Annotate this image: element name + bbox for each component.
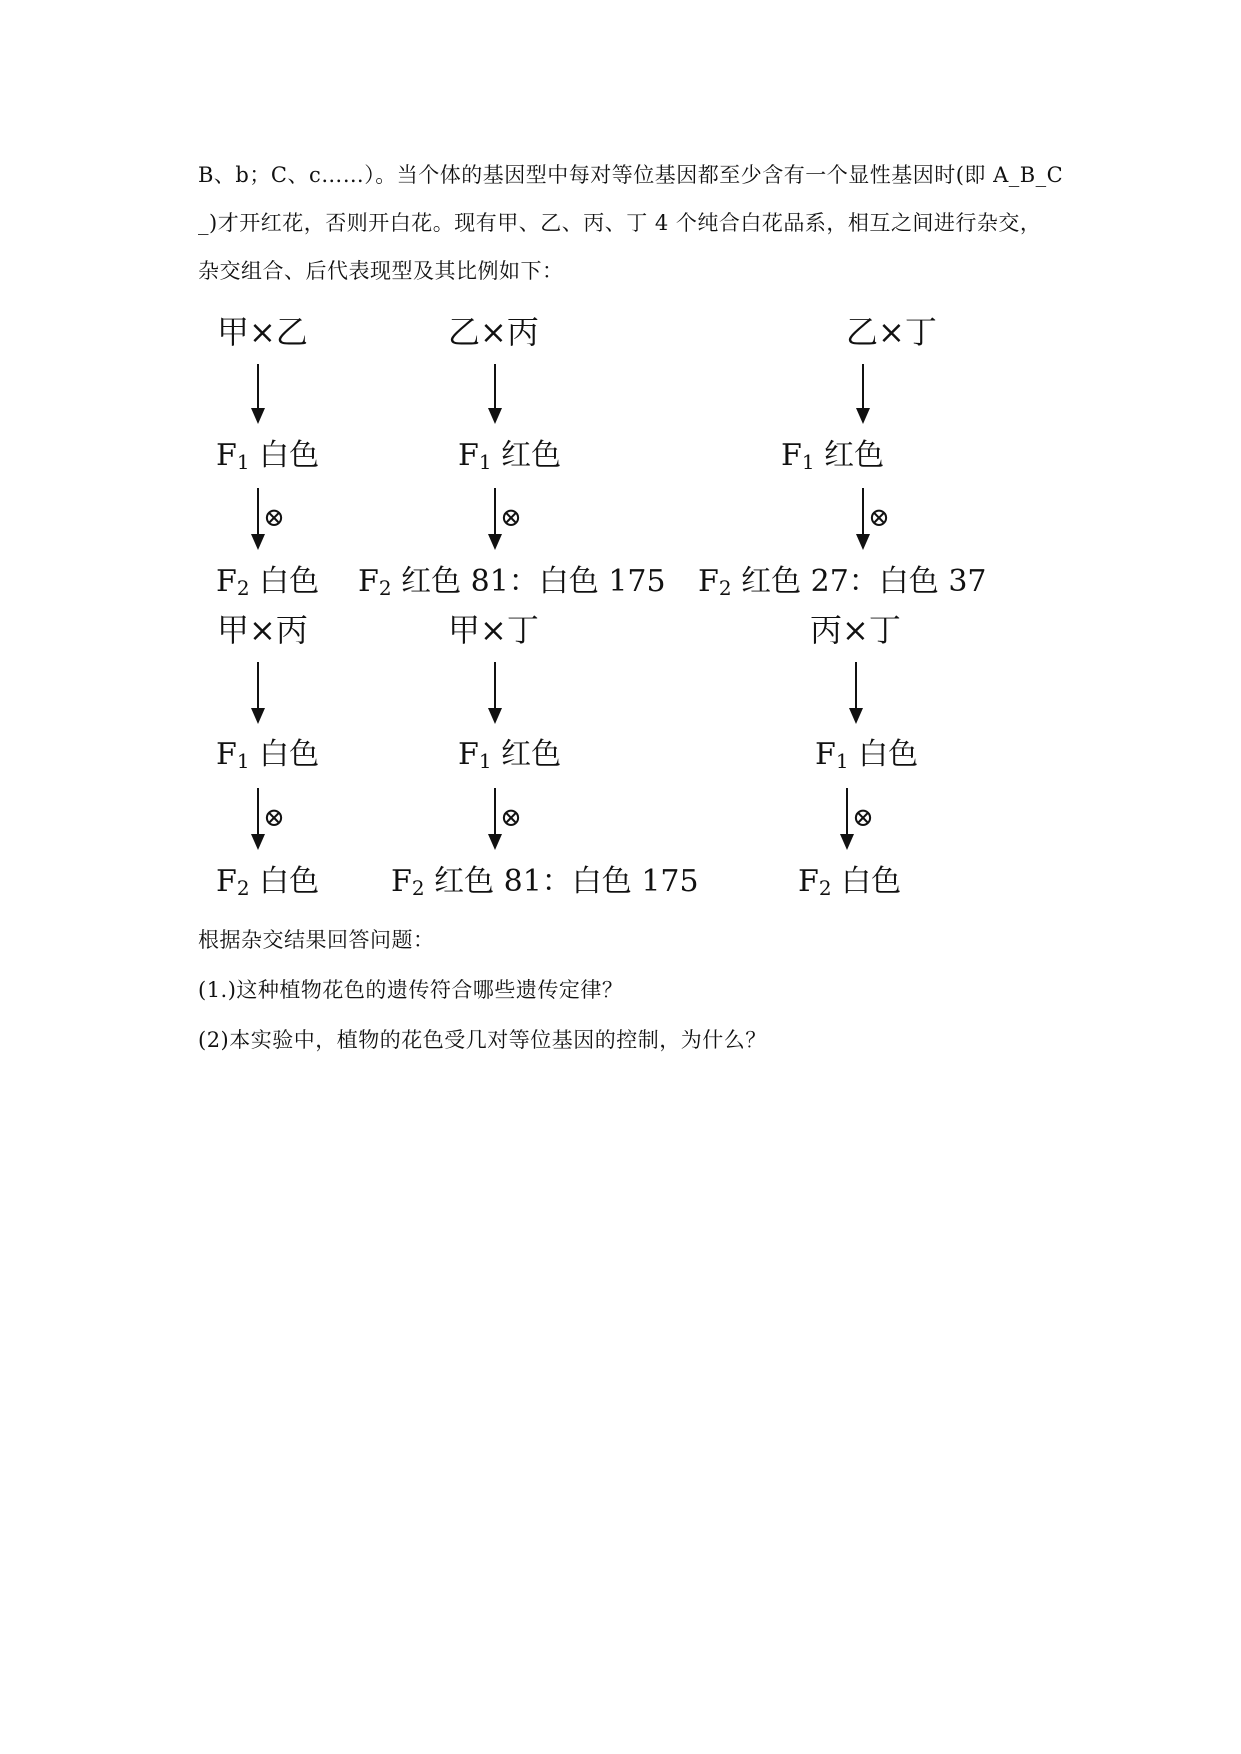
arrow-down-icon: [488, 364, 502, 424]
f2-result: $F_2$ 红色 27：白色 37: [698, 564, 987, 600]
arrow-down-icon: [849, 662, 863, 724]
selfing-icon: ⊗: [852, 803, 874, 833]
question-1: (1.)这种植物花色的遗传符合哪些遗传定律？: [198, 978, 624, 1002]
intro-line-2: _)才开红花，否则开白花。现有甲、乙、丙、丁 4 个纯合白花品系，相互之间进行杂交，: [198, 211, 1042, 235]
selfing-icon: ⊗: [263, 503, 285, 533]
selfing-icon: ⊗: [263, 803, 285, 833]
f2-result: $F_2$ 白色: [216, 564, 320, 600]
f2-result: $F_2$ 白色: [798, 864, 902, 900]
f1-result: $F_1$ 红色: [458, 737, 562, 773]
arrow-down-icon: [251, 364, 265, 424]
f1-result: $F_1$ 红色: [458, 438, 562, 474]
cross-parents: 乙×丁: [846, 313, 937, 351]
intro-line-1: B、b；C、c……）。当个体的基因型中每对等位基因都至少含有一个显性基因时(即 A_B_C: [198, 163, 1064, 187]
selfing-icon: ⊗: [500, 503, 522, 533]
arrow-down-icon: [856, 364, 870, 424]
selfing-icon: ⊗: [868, 503, 890, 533]
selfing-icon: ⊗: [500, 803, 522, 833]
arrow-down-icon: [488, 662, 502, 724]
arrow-down-icon: [251, 662, 265, 724]
f1-result: $F_1$ 白色: [216, 737, 320, 773]
cross-parents: 丙×丁: [810, 611, 901, 649]
intro-line-3: 杂交组合、后代表现型及其比例如下：: [198, 259, 564, 283]
cross-parents: 甲×乙: [217, 313, 308, 351]
cross-parents: 乙×丙: [448, 313, 539, 351]
cross-parents: 甲×丁: [448, 611, 539, 649]
f2-result: $F_2$ 白色: [216, 864, 320, 900]
f1-result: $F_1$ 白色: [216, 438, 320, 474]
f1-result: $F_1$ 红色: [781, 438, 885, 474]
f1-result: $F_1$ 白色: [815, 737, 919, 773]
f2-result: $F_2$ 红色 81：白色 175: [391, 864, 699, 900]
questions-lead: 根据杂交结果回答问题：: [198, 928, 435, 952]
cross-parents: 甲×丙: [217, 611, 308, 649]
f2-result: $F_2$ 红色 81：白色 175: [358, 564, 666, 600]
question-2: (2)本实验中，植物的花色受几对等位基因的控制，为什么？: [198, 1028, 767, 1052]
